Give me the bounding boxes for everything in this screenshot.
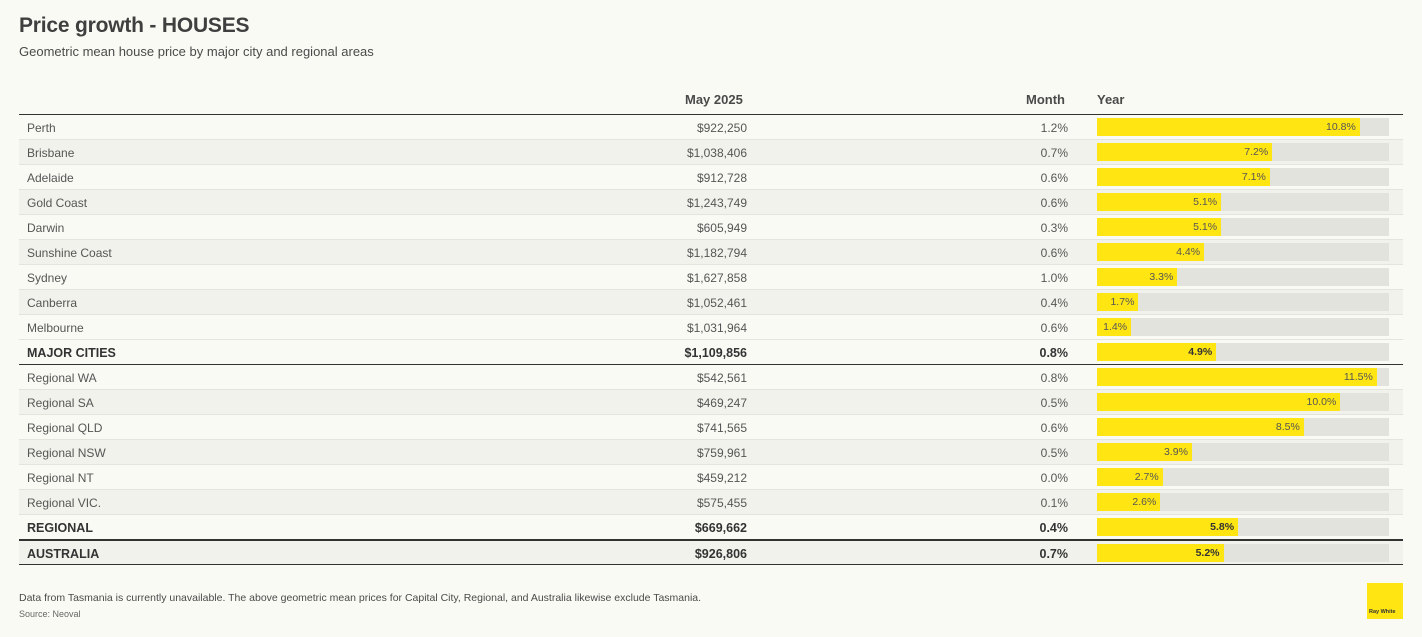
table-row: [19, 165, 1403, 190]
year-bar-track: [1097, 443, 1389, 461]
year-bar-label: 2.7%: [1134, 471, 1159, 483]
row-month-change: 0.0%: [1040, 471, 1068, 485]
row-name: Adelaide: [27, 171, 74, 185]
header-month: Month: [1026, 92, 1065, 107]
year-bar-label: 10.0%: [1306, 396, 1337, 408]
year-bar-label: 5.2%: [1195, 547, 1220, 559]
row-month-change: 0.8%: [1039, 346, 1068, 360]
year-bar-track: [1097, 193, 1389, 211]
table-row: [19, 465, 1403, 490]
table-row: [19, 440, 1403, 465]
row-month-change: 1.2%: [1040, 121, 1068, 135]
row-name: AUSTRALIA: [27, 547, 100, 561]
table-row: [19, 190, 1403, 215]
year-bar-label: 3.9%: [1163, 446, 1188, 458]
year-bar: [1097, 118, 1360, 136]
row-month-change: 0.4%: [1040, 296, 1068, 310]
row-name: Perth: [27, 121, 56, 135]
row-month-change: 0.6%: [1040, 246, 1068, 260]
total-row: [19, 515, 1403, 540]
year-bar: [1097, 393, 1340, 411]
row-name: Regional SA: [27, 396, 94, 410]
table-row: [19, 490, 1403, 515]
row-name: Regional VIC.: [27, 496, 102, 510]
price-growth-table: [19, 88, 1403, 565]
year-bar-track: [1097, 318, 1389, 336]
row-name: Regional NSW: [27, 446, 106, 460]
header-price: May 2025: [685, 92, 743, 107]
logo-text: Ray White: [1369, 609, 1396, 615]
table-body: [19, 115, 1403, 565]
table-row: [19, 215, 1403, 240]
year-bar-label: 11.5%: [1343, 371, 1373, 383]
row-price: $741,565: [696, 421, 747, 435]
row-month-change: 0.7%: [1040, 146, 1068, 160]
row-name: Gold Coast: [27, 196, 88, 210]
row-price: $1,052,461: [686, 296, 747, 310]
year-bar-track: [1097, 468, 1389, 486]
row-price: $459,212: [696, 471, 747, 485]
row-month-change: 0.8%: [1040, 371, 1068, 385]
table-header: [19, 88, 1403, 115]
year-bar-label: 5.1%: [1193, 221, 1218, 233]
year-bar-track: [1097, 393, 1389, 411]
row-month-change: 0.7%: [1039, 547, 1068, 561]
table-row: [19, 365, 1403, 390]
row-name: REGIONAL: [27, 521, 93, 535]
row-name: Sunshine Coast: [27, 246, 112, 260]
row-price: $1,031,964: [686, 321, 747, 335]
header-year: Year: [1097, 92, 1125, 107]
total-row: [19, 540, 1403, 565]
row-month-change: 0.1%: [1040, 496, 1068, 510]
row-month-change: 0.5%: [1040, 396, 1068, 410]
year-bar-label: 5.1%: [1193, 196, 1218, 208]
row-price: $1,627,858: [686, 271, 747, 285]
table-row: [19, 415, 1403, 440]
row-month-change: 0.4%: [1039, 521, 1068, 535]
year-bar-track: [1097, 143, 1389, 161]
row-name: Regional NT: [27, 471, 94, 485]
row-price: $926,806: [694, 547, 747, 561]
row-name: MAJOR CITIES: [27, 346, 116, 360]
year-bar-label: 2.6%: [1132, 496, 1157, 508]
table-row: [19, 290, 1403, 315]
row-price: $469,247: [696, 396, 747, 410]
page-subtitle: Geometric mean house price by major city and regional areas: [19, 44, 374, 59]
table-row: [19, 115, 1403, 140]
table-row: [19, 390, 1403, 415]
row-name: Darwin: [27, 221, 65, 235]
total-row: [19, 340, 1403, 365]
year-bar-track: [1097, 118, 1389, 136]
page-title: Price growth - HOUSES: [19, 14, 250, 37]
ray-white-logo: [1367, 583, 1403, 619]
year-bar-track: [1097, 293, 1389, 311]
year-bar-label: 10.8%: [1326, 121, 1356, 133]
row-price: $1,243,749: [686, 196, 747, 210]
year-bar-label: 1.4%: [1103, 321, 1128, 333]
year-bar-label: 7.1%: [1241, 171, 1266, 183]
year-bar-label: 4.4%: [1176, 246, 1201, 258]
row-name: Melbourne: [27, 321, 84, 335]
year-bar: [1097, 368, 1377, 386]
year-bar-label: 1.7%: [1110, 296, 1135, 308]
year-bar-track: [1097, 168, 1389, 186]
footnote: Data from Tasmania is currently unavailable. The above geometric mean prices for Capital City, Regional, and Australia likewise exclude Tasmania.: [19, 592, 702, 604]
row-price: $669,662: [694, 521, 747, 535]
row-month-change: 0.3%: [1040, 221, 1068, 235]
row-month-change: 0.6%: [1040, 196, 1068, 210]
year-bar-track: [1097, 218, 1389, 236]
row-price: $1,109,856: [684, 346, 747, 360]
row-price: $1,038,406: [686, 146, 747, 160]
row-name: Regional QLD: [27, 421, 103, 435]
row-month-change: 0.6%: [1040, 171, 1068, 185]
table-row: [19, 265, 1403, 290]
row-month-change: 0.5%: [1040, 446, 1068, 460]
row-price: $575,455: [696, 496, 747, 510]
year-bar-label: 5.8%: [1210, 521, 1235, 533]
year-bar-track: [1097, 544, 1389, 562]
year-bar-label: 3.3%: [1149, 271, 1174, 283]
year-bar-track: [1097, 368, 1389, 386]
row-month-change: 0.6%: [1040, 321, 1068, 335]
year-bar-label: 8.5%: [1275, 421, 1300, 433]
row-name: Sydney: [27, 271, 68, 285]
table-row: [19, 315, 1403, 340]
year-bar: [1097, 418, 1304, 436]
year-bar-track: [1097, 243, 1389, 261]
row-month-change: 0.6%: [1040, 421, 1068, 435]
row-price: $912,728: [696, 171, 747, 185]
year-bar-track: [1097, 518, 1389, 536]
row-name: Regional WA: [27, 371, 97, 385]
row-price: $759,961: [696, 446, 747, 460]
row-month-change: 1.0%: [1040, 271, 1068, 285]
row-price: $605,949: [696, 221, 747, 235]
year-bar-label: 4.9%: [1188, 346, 1213, 358]
year-bar-label: 7.2%: [1244, 146, 1269, 158]
row-name: Canberra: [27, 296, 78, 310]
year-bar-track: [1097, 418, 1389, 436]
table-row: [19, 240, 1403, 265]
year-bar-track: [1097, 268, 1389, 286]
source-note: Source: Neoval: [19, 609, 81, 619]
year-bar-track: [1097, 493, 1389, 511]
year-bar-track: [1097, 343, 1389, 361]
row-price: $1,182,794: [686, 246, 747, 260]
row-name: Brisbane: [27, 146, 75, 160]
table-row: [19, 140, 1403, 165]
row-price: $922,250: [696, 121, 747, 135]
row-price: $542,561: [696, 371, 747, 385]
